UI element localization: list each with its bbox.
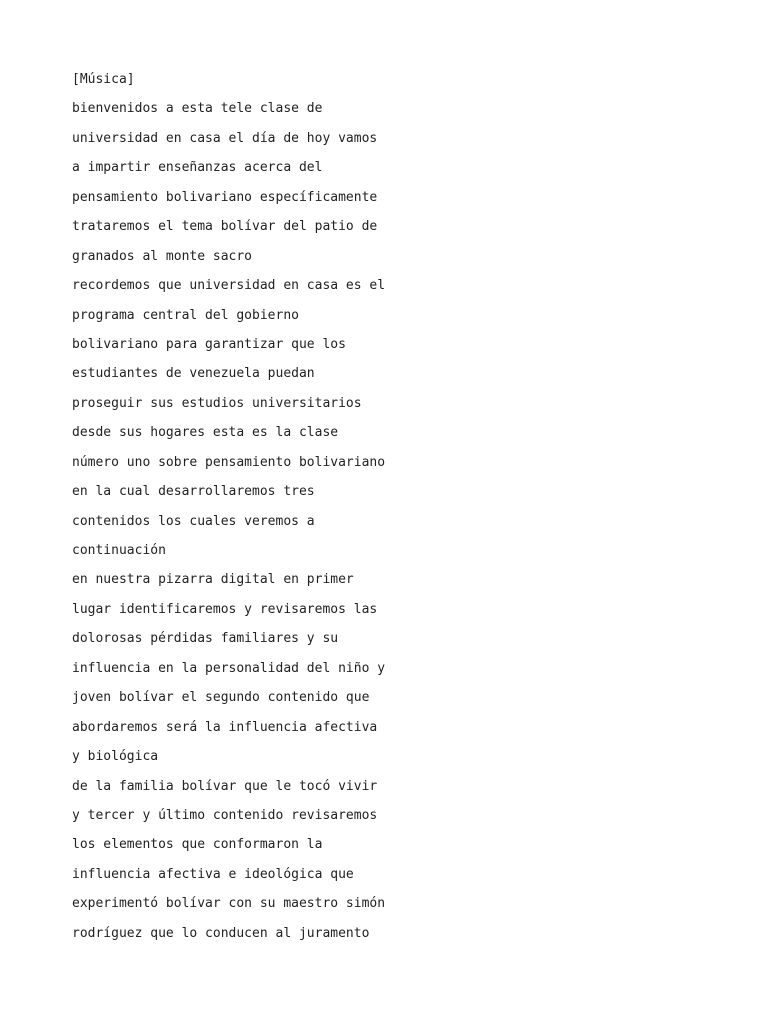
transcript-line: rodríguez que lo conducen al juramento (72, 925, 370, 941)
transcript-line: dolorosas pérdidas familiares y su (72, 631, 339, 647)
transcript-line: experimentó bolívar con su maestro simón (72, 896, 386, 912)
transcript-line: lugar identificaremos y revisaremos las (72, 601, 378, 617)
transcript-line: a impartir enseñanzas acerca del (72, 160, 323, 176)
transcript-line: proseguir sus estudios universitarios (72, 395, 362, 411)
transcript-line: y tercer y último contenido revisaremos (72, 807, 378, 823)
transcript-line: los elementos que conformaron la (72, 837, 323, 853)
transcript-line: en nuestra pizarra digital en primer (72, 572, 354, 588)
transcript-line: desde sus hogares esta es la clase (72, 425, 339, 441)
transcript-line: trataremos el tema bolívar del patio de (72, 219, 378, 235)
transcript-line: estudiantes de venezuela puedan (72, 366, 315, 382)
transcript-line: programa central del gobierno (72, 307, 299, 323)
transcript-line: y biológica (72, 749, 159, 765)
transcript-line: joven bolívar el segundo contenido que (72, 690, 370, 706)
transcript-line: abordaremos será la influencia afectiva (72, 719, 378, 735)
transcript-line: granados al monte sacro (72, 248, 253, 264)
transcript-line: número uno sobre pensamiento bolivariano (72, 454, 386, 470)
transcript-line: continuación (72, 543, 166, 558)
transcript-line: influencia en la personalidad del niño y (72, 660, 386, 676)
transcript-line: recordemos que universidad en casa es el (72, 278, 386, 294)
transcript-line: universidad en casa el día de hoy vamos (72, 130, 378, 146)
transcript-line: de la familia bolívar que le tocó vivir (72, 778, 378, 794)
transcript-line: influencia afectiva e ideológica que (72, 866, 354, 882)
transcript-line: pensamiento bolivariano específicamente (72, 189, 378, 205)
transcript-line: contenidos los cuales veremos a (72, 513, 315, 529)
transcript-line: bienvenidos a esta tele clase de (72, 101, 323, 117)
transcript-line: [Música] (72, 72, 135, 87)
transcript-line: bolivariano para garantizar que los (72, 336, 346, 352)
transcript-page (72, 65, 712, 948)
transcript-line: en la cual desarrollaremos tres (72, 484, 315, 500)
